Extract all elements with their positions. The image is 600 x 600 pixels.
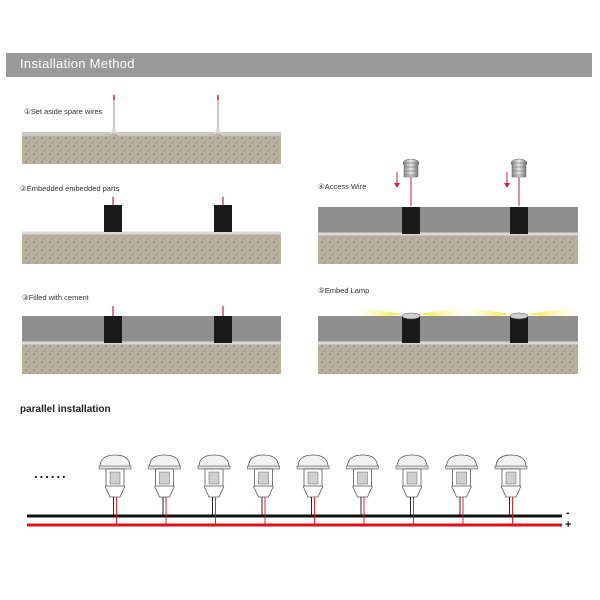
conduit-pipe — [22, 128, 281, 134]
soil-layer — [22, 132, 281, 164]
header-title: Installation Method — [20, 56, 135, 71]
embedded-sleeve — [402, 316, 420, 343]
step-3-label: ③Filled with cement — [22, 293, 89, 302]
embedded-sleeve — [214, 205, 232, 232]
negative-sign: - — [566, 507, 570, 519]
soil-layer — [318, 344, 578, 374]
embedded-sleeve — [510, 316, 528, 343]
step-2-label: ②Embedded embedded parts — [20, 184, 120, 193]
positive-sign: + — [565, 519, 572, 531]
panel-step-1 — [22, 95, 281, 164]
panel-step-4 — [318, 159, 578, 264]
soil-layer — [318, 235, 578, 264]
embedded-sleeve — [402, 207, 420, 234]
parallel-installation-title: parallel installation — [20, 404, 111, 415]
lamp-cap — [402, 313, 420, 319]
soil-layer — [22, 233, 281, 264]
panel-step-5 — [318, 307, 578, 374]
embedded-sleeve — [510, 207, 528, 234]
soil-layer — [22, 344, 281, 374]
cement-layer — [318, 316, 578, 342]
panel-step-2 — [22, 197, 281, 264]
embedded-sleeve — [104, 316, 122, 343]
cement-layer — [22, 316, 281, 342]
lamp-cap — [510, 313, 528, 319]
step-1-label: ①Set aside spare wires — [24, 107, 103, 116]
parallel-wiring — [27, 455, 562, 525]
embedded-sleeve — [104, 205, 122, 232]
cement-layer — [318, 207, 578, 233]
lamp — [403, 159, 419, 206]
panel-step-3 — [22, 306, 281, 374]
step-4-label: ④Access Wire — [318, 182, 367, 191]
embedded-sleeve — [214, 316, 232, 343]
continuation-ellipsis: ...... — [34, 466, 68, 481]
lamp — [511, 159, 527, 206]
step-5-label: ⑤Embed Lamp — [318, 286, 370, 295]
